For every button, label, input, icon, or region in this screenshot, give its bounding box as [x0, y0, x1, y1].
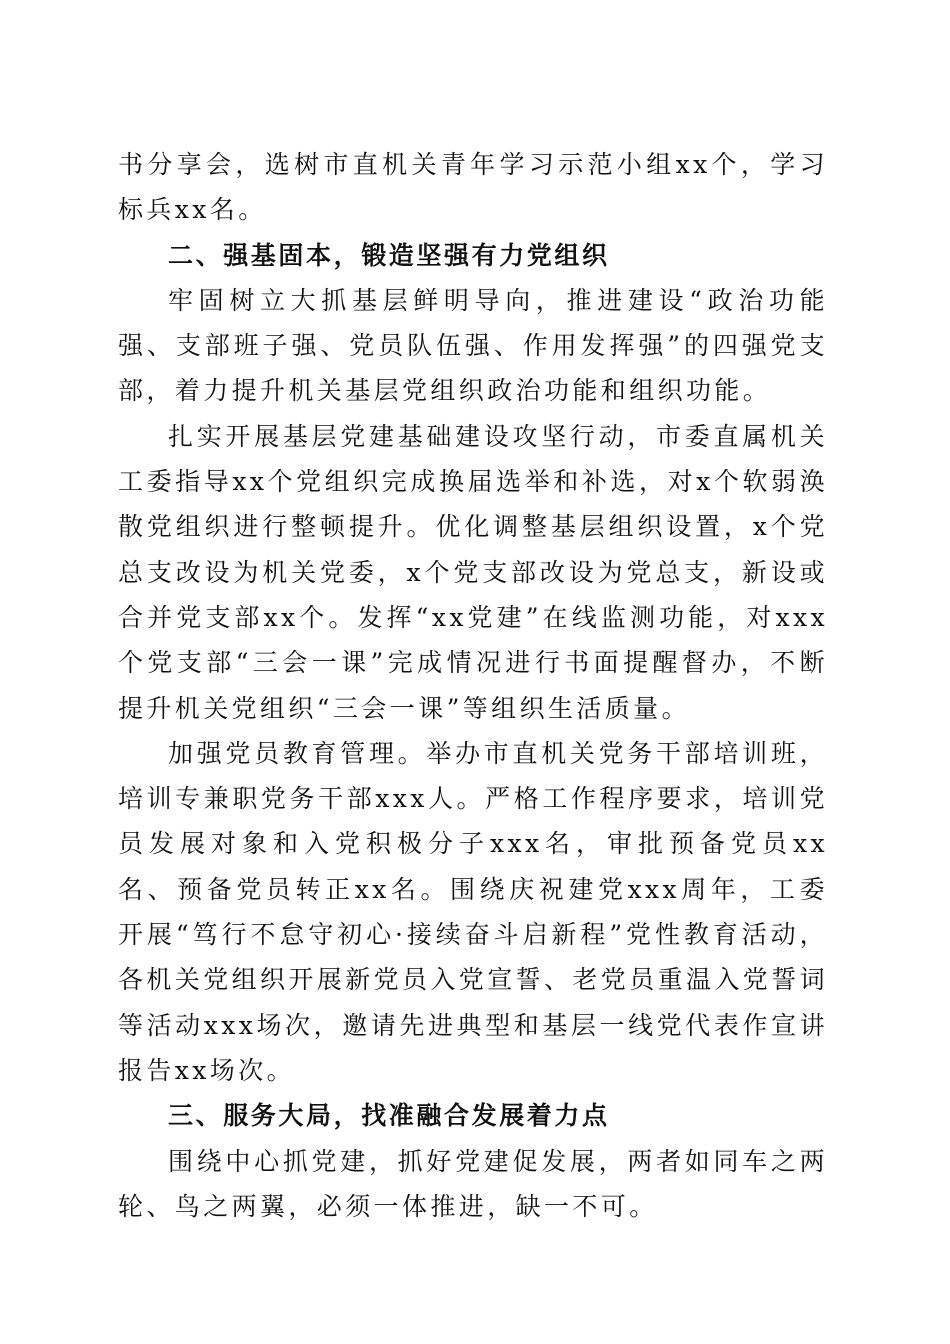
section-heading-three: 三、服务大局，找准融合发展着力点: [168, 1101, 610, 1131]
document-body: [118, 142, 828, 1229]
paragraph-continued: 书分享会，选树市直机关青年学习示范小组xx个，学习标兵xx名。: [118, 150, 828, 225]
paragraph: 加强党员教育管理。举办市直机关党务干部培训班，培训专兼职党务干部xxx人。严格工作程序要求，培训党员发展对象和入党积极分子xxx名，审批预备党员xx名、预备党员转正xx名。围绕庆祝建党xxx周年，工委开展“笃行不怠守初心·接续奋斗启新程”党性教育活动，各机关党组织开展新党员入党宣誓、老党员重温入党誓词等活动xxx场次，邀请先进典型和基层一线党代表作宣讲报告xx场次。: [118, 738, 829, 1085]
paragraph: 围绕中心抓党建，抓好党建促发展，两者如同车之两轮、鸟之两翼，必须一体推进，缺一不可。: [118, 1146, 828, 1221]
paragraph: 牢固树立大抓基层鲜明导向，推进建设“政治功能强、支部班子强、党员队伍强、作用发挥强”的四强党支部，着力提升机关基层党组织政治功能和组织功能。: [118, 285, 828, 406]
paragraph: 扎实开展基层党建基础建设攻坚行动，市委直属机关工委指导xx个党组织完成换届选举和补选，对x个软弱涣散党组织进行整顿提升。优化调整基层组织设置，x个党总支改设为机关党委，x个党支部改设为党总支，新设或合并党支部xx个。发挥“xx党建”在线监测功能，对xxx个党支部“三会一课”完成情况进行书面提醒督办，不断提升机关党组织“三会一课”等组织生活质量。: [118, 421, 828, 723]
section-heading-two: 二、强基固本，锻造坚强有力党组织: [168, 240, 610, 270]
